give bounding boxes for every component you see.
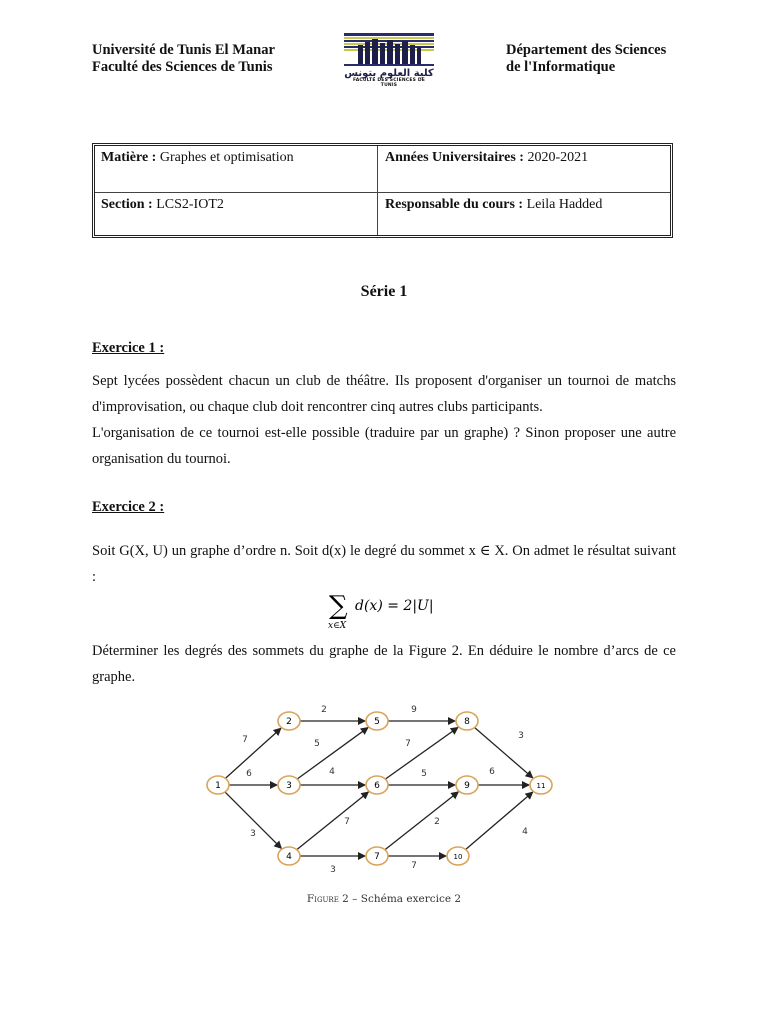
svg-text:كلية العلوم بتونس: كلية العلوم بتونس (344, 68, 434, 79)
section-value: LCS2-IOT2 (152, 197, 224, 212)
degree-sum-formula (325, 590, 455, 632)
svg-text:∑: ∑ (329, 591, 348, 621)
node-label: 9 (464, 781, 470, 791)
edge-weight-3-6: 4 (329, 767, 335, 777)
graph-node-1 (207, 776, 229, 794)
annees-cell (385, 150, 588, 166)
edge-weight-9-11: 6 (489, 767, 495, 777)
node-label: 1 (215, 781, 221, 791)
exercise1-text (92, 368, 676, 472)
graph-node-4 (278, 847, 300, 865)
edge-8-11 (475, 728, 533, 778)
edge-weight-6-8: 7 (405, 739, 411, 749)
edge-weight-5-8: 9 (411, 705, 417, 715)
graph-node-2 (278, 712, 300, 730)
graph-node-9 (456, 776, 478, 794)
node-label: 11 (536, 782, 546, 790)
edge-weight-1-2: 7 (242, 735, 248, 745)
university-name: Université de Tunis El Manar (92, 42, 275, 58)
figure-caption-text: – Schéma exercice 2 (348, 893, 462, 905)
graph-figure (200, 698, 560, 883)
annees-label: Années Universitaires : (385, 150, 524, 165)
exercise2-text: Soit G(X, U) un graphe d’ordre n. Soit d(x) le degré du sommet x ∈ X. On admet le résultat suivant : (92, 543, 676, 585)
edge-weight-4-6: 7 (344, 817, 350, 827)
edge-weight-2-5: 2 (321, 705, 327, 715)
logo-caption: FACULTE DES SCIENCES DE TUNIS (352, 78, 426, 88)
formula-expression: d(x) = 2|U| (355, 598, 434, 614)
annees-value: 2020-2021 (523, 150, 589, 165)
formula-subscript: x∈X (328, 621, 347, 631)
node-label: 10 (453, 853, 463, 861)
responsable-value: Leila Hadded (523, 197, 603, 212)
edge-weight-1-3: 6 (246, 769, 252, 779)
edge-1-4 (225, 792, 281, 848)
course-info-table (92, 143, 673, 238)
university-header (92, 42, 275, 76)
matiere-cell (101, 150, 294, 166)
edge-weight-7-10: 7 (411, 861, 417, 871)
edge-7-9 (385, 792, 458, 850)
node-label: 8 (464, 717, 470, 727)
exercise2-question: Déterminer les degrés des sommets du graphe de la Figure 2. En déduire le nombre d’arcs de ce graphe. (92, 643, 676, 685)
faculty-name: Faculté des Sciences de Tunis (92, 59, 273, 75)
graph-node-6 (366, 776, 388, 794)
figure-caption (0, 893, 768, 905)
graph-node-8 (456, 712, 478, 730)
responsable-cell (385, 197, 602, 213)
table-row (95, 193, 670, 239)
section-cell (101, 197, 224, 213)
table-row (95, 146, 670, 193)
exercise1-paragraph: Sept lycées possèdent chacun un club de théâtre. Ils proposent d'organiser un tournoi de matchs d'improvisation, ou chaque club doit rencontrer cinq autres clubs participants. (92, 373, 676, 415)
node-label: 5 (374, 717, 380, 727)
edge-4-6 (297, 792, 369, 850)
edge-10-11 (466, 792, 533, 849)
node-label: 2 (286, 717, 292, 727)
graph-node-11 (530, 776, 552, 794)
faculty-logo (344, 33, 434, 83)
node-label: 7 (374, 852, 380, 862)
node-label: 3 (286, 781, 292, 791)
page-title: Série 1 (360, 283, 408, 300)
matiere-value: Graphes et optimisation (156, 150, 294, 165)
responsable-label: Responsable du cours : (385, 197, 524, 212)
edge-weight-10-11: 4 (522, 827, 528, 837)
matiere-label: Matière : (101, 150, 157, 165)
node-label: 6 (374, 781, 380, 791)
edge-weight-8-11: 3 (518, 731, 524, 741)
section-label: Section : (101, 197, 153, 212)
department-line1: Département des Sciences (506, 42, 667, 58)
figure-caption-label: Figure 2 (306, 893, 349, 905)
node-label: 4 (286, 852, 292, 862)
edge-weight-6-9: 5 (421, 769, 427, 779)
graph-node-10 (447, 847, 469, 865)
edge-weight-3-5: 5 (314, 739, 320, 749)
edge-weight-7-9: 2 (434, 817, 440, 827)
department-header (506, 42, 666, 76)
edge-weight-1-4: 3 (250, 829, 256, 839)
exercise2-title: Exercice 2 : (92, 499, 165, 515)
graph-node-5 (366, 712, 388, 730)
exercise1-paragraph2: L'organisation de ce tournoi est-elle possible (traduire par un graphe) ? Sinon proposer une autre organisation du tournoi. (92, 425, 676, 467)
graph-node-3 (278, 776, 300, 794)
edge-weight-4-7: 3 (330, 865, 336, 875)
department-line2: de l'Informatique (506, 59, 616, 75)
graph-node-7 (366, 847, 388, 865)
edge-1-2 (225, 728, 280, 778)
exercise1-title: Exercice 1 : (92, 340, 165, 356)
